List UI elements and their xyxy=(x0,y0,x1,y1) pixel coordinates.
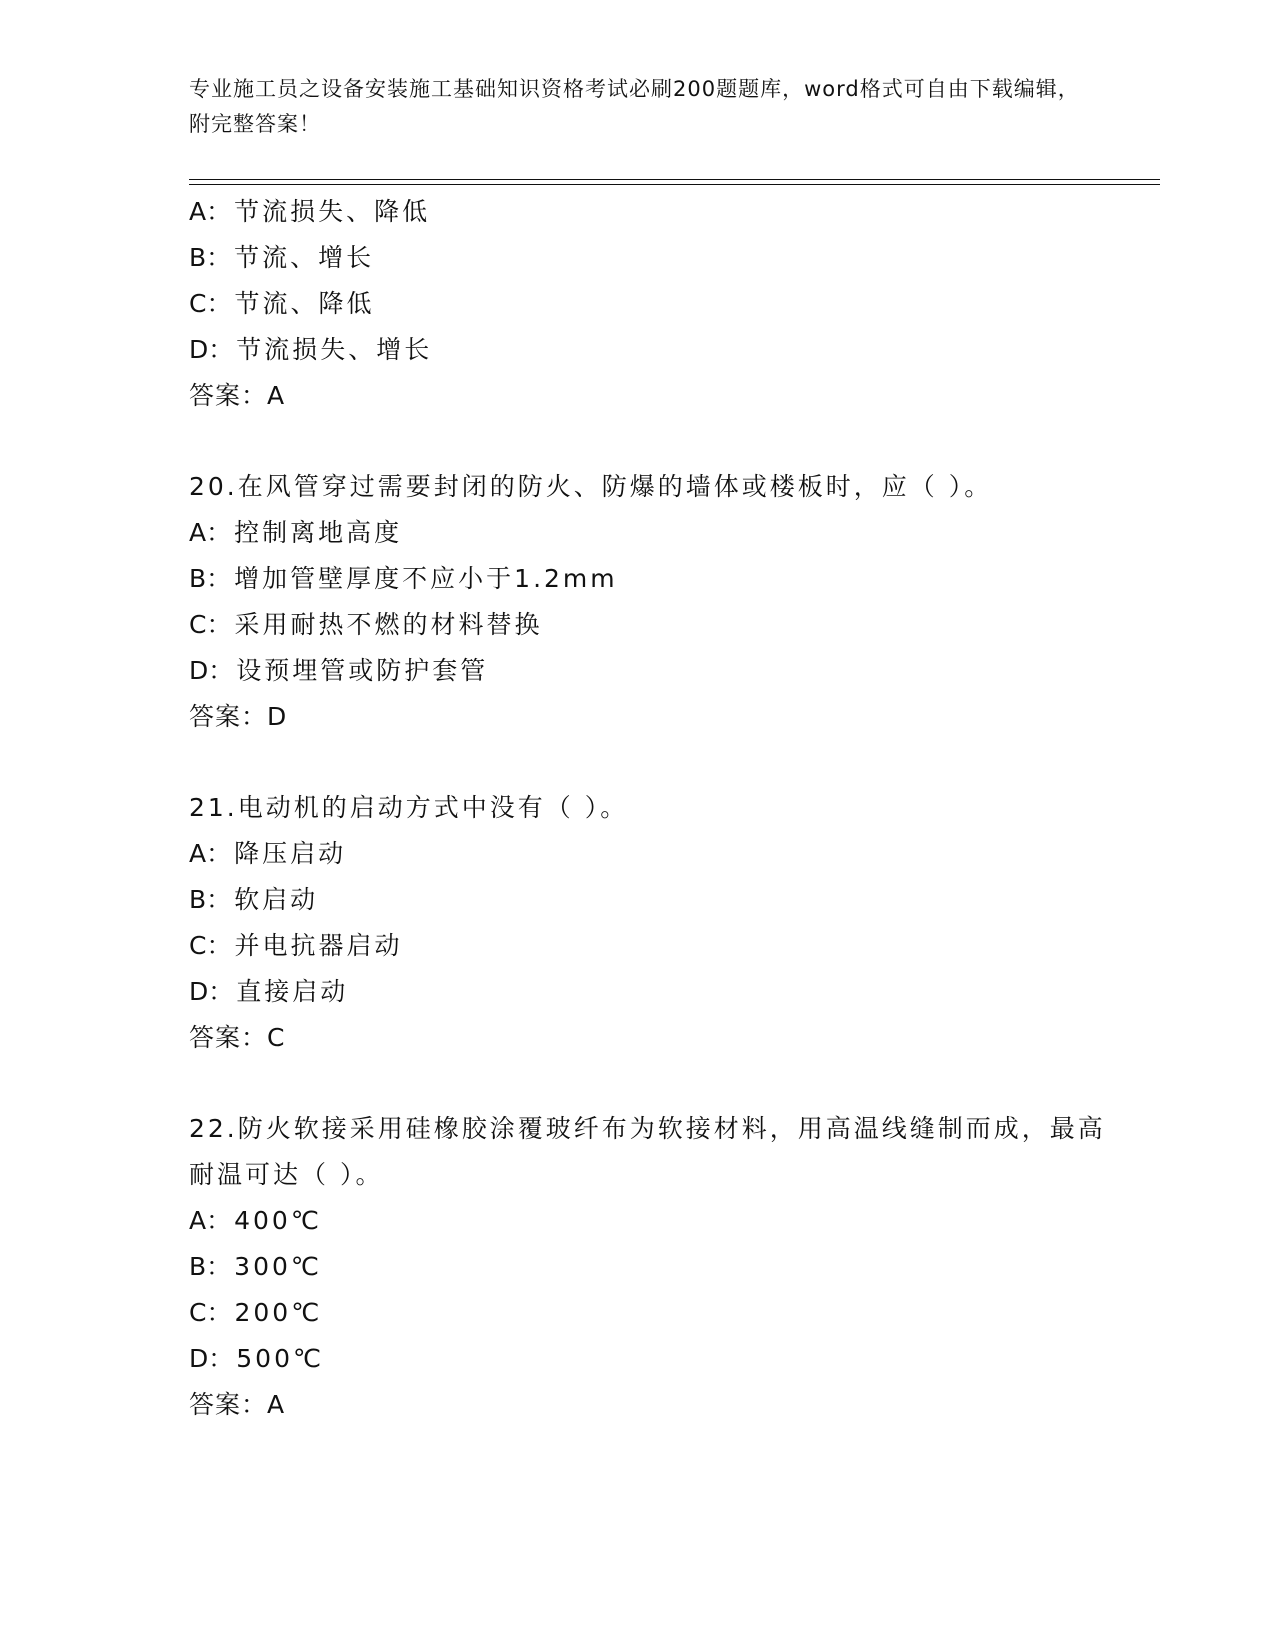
option-text: 500℃ xyxy=(236,1344,325,1373)
option-text: 200℃ xyxy=(234,1298,323,1327)
option-key: A xyxy=(189,518,207,547)
option-key: D xyxy=(189,977,209,1006)
option-key: C xyxy=(189,1298,207,1327)
option-text: 增加管壁厚度不应小于1.2mm xyxy=(234,564,618,593)
option-c: C：采用耐热不燃的材料替换 xyxy=(189,610,543,639)
option-key: D xyxy=(189,1344,209,1373)
option-text: 直接启动 xyxy=(236,977,349,1006)
option-text: 300℃ xyxy=(234,1252,322,1281)
answer: 答案：C xyxy=(189,1023,286,1052)
question-text: 20.在风管穿过需要封闭的防火、防爆的墙体或楼板时，应（ ）。 xyxy=(189,472,993,501)
option-key: C xyxy=(189,610,207,639)
option-text: 软启动 xyxy=(234,885,319,914)
option-text: 节流损失、增长 xyxy=(236,335,433,364)
option-text: 节流损失、降低 xyxy=(234,197,431,226)
option-a: A：控制离地高度 xyxy=(189,518,403,547)
option-b: B：节流、增长 xyxy=(189,243,375,272)
option-b: B：增加管壁厚度不应小于1.2mm xyxy=(189,564,618,593)
option-d: D：500℃ xyxy=(189,1344,325,1373)
option-d: D：直接启动 xyxy=(189,977,349,1006)
answer: 答案：D xyxy=(189,702,288,731)
option-c: C：并电抗器启动 xyxy=(189,931,403,960)
option-key: D xyxy=(189,335,209,364)
option-a: A：400℃ xyxy=(189,1206,322,1235)
option-text: 节流、增长 xyxy=(234,243,375,272)
option-d: D：节流损失、增长 xyxy=(189,335,433,364)
option-text: 控制离地高度 xyxy=(234,518,403,547)
question-block-21 xyxy=(189,785,1109,1061)
option-key: C xyxy=(189,931,207,960)
question-list xyxy=(189,189,1109,1428)
option-text: 节流、降低 xyxy=(234,289,375,318)
answer: 答案：A xyxy=(189,1390,286,1419)
option-key: B xyxy=(189,1252,207,1281)
option-a: A：降压启动 xyxy=(189,839,347,868)
header-divider-bottom xyxy=(189,184,1160,185)
question-text: 21.电动机的启动方式中没有（ ）。 xyxy=(189,793,629,822)
document-header: 专业施工员之设备安装施工基础知识资格考试必刷200题题库，word格式可自由下载编辑，附完整答案！ xyxy=(189,77,1080,136)
option-text: 400℃ xyxy=(234,1206,322,1235)
option-c: C：节流、降低 xyxy=(189,289,375,318)
option-text: 采用耐热不燃的材料替换 xyxy=(234,610,543,639)
option-key: D xyxy=(189,656,209,685)
option-key: B xyxy=(189,885,207,914)
option-key: B xyxy=(189,243,207,272)
option-a: A：节流损失、降低 xyxy=(189,197,431,226)
option-c: C：200℃ xyxy=(189,1298,323,1327)
option-key: A xyxy=(189,1206,207,1235)
option-key: B xyxy=(189,564,207,593)
question-block-22 xyxy=(189,1106,1109,1428)
question-block-20 xyxy=(189,464,1109,740)
option-d: D：设预埋管或防护套管 xyxy=(189,656,489,685)
question-text: 22.防火软接采用硅橡胶涂覆玻纤布为软接材料，用高温线缝制而成，最高耐温可达（ ）。 xyxy=(189,1114,1106,1189)
option-key: C xyxy=(189,289,207,318)
option-key: A xyxy=(189,197,207,226)
option-key: A xyxy=(189,839,207,868)
option-b: B：软启动 xyxy=(189,885,319,914)
option-text: 降压启动 xyxy=(234,839,347,868)
option-text: 并电抗器启动 xyxy=(234,931,403,960)
option-b: B：300℃ xyxy=(189,1252,322,1281)
option-text: 设预埋管或防护套管 xyxy=(236,656,489,685)
question-block-19 xyxy=(189,189,1109,419)
header-divider-top xyxy=(189,179,1160,180)
answer: 答案：A xyxy=(189,381,286,410)
